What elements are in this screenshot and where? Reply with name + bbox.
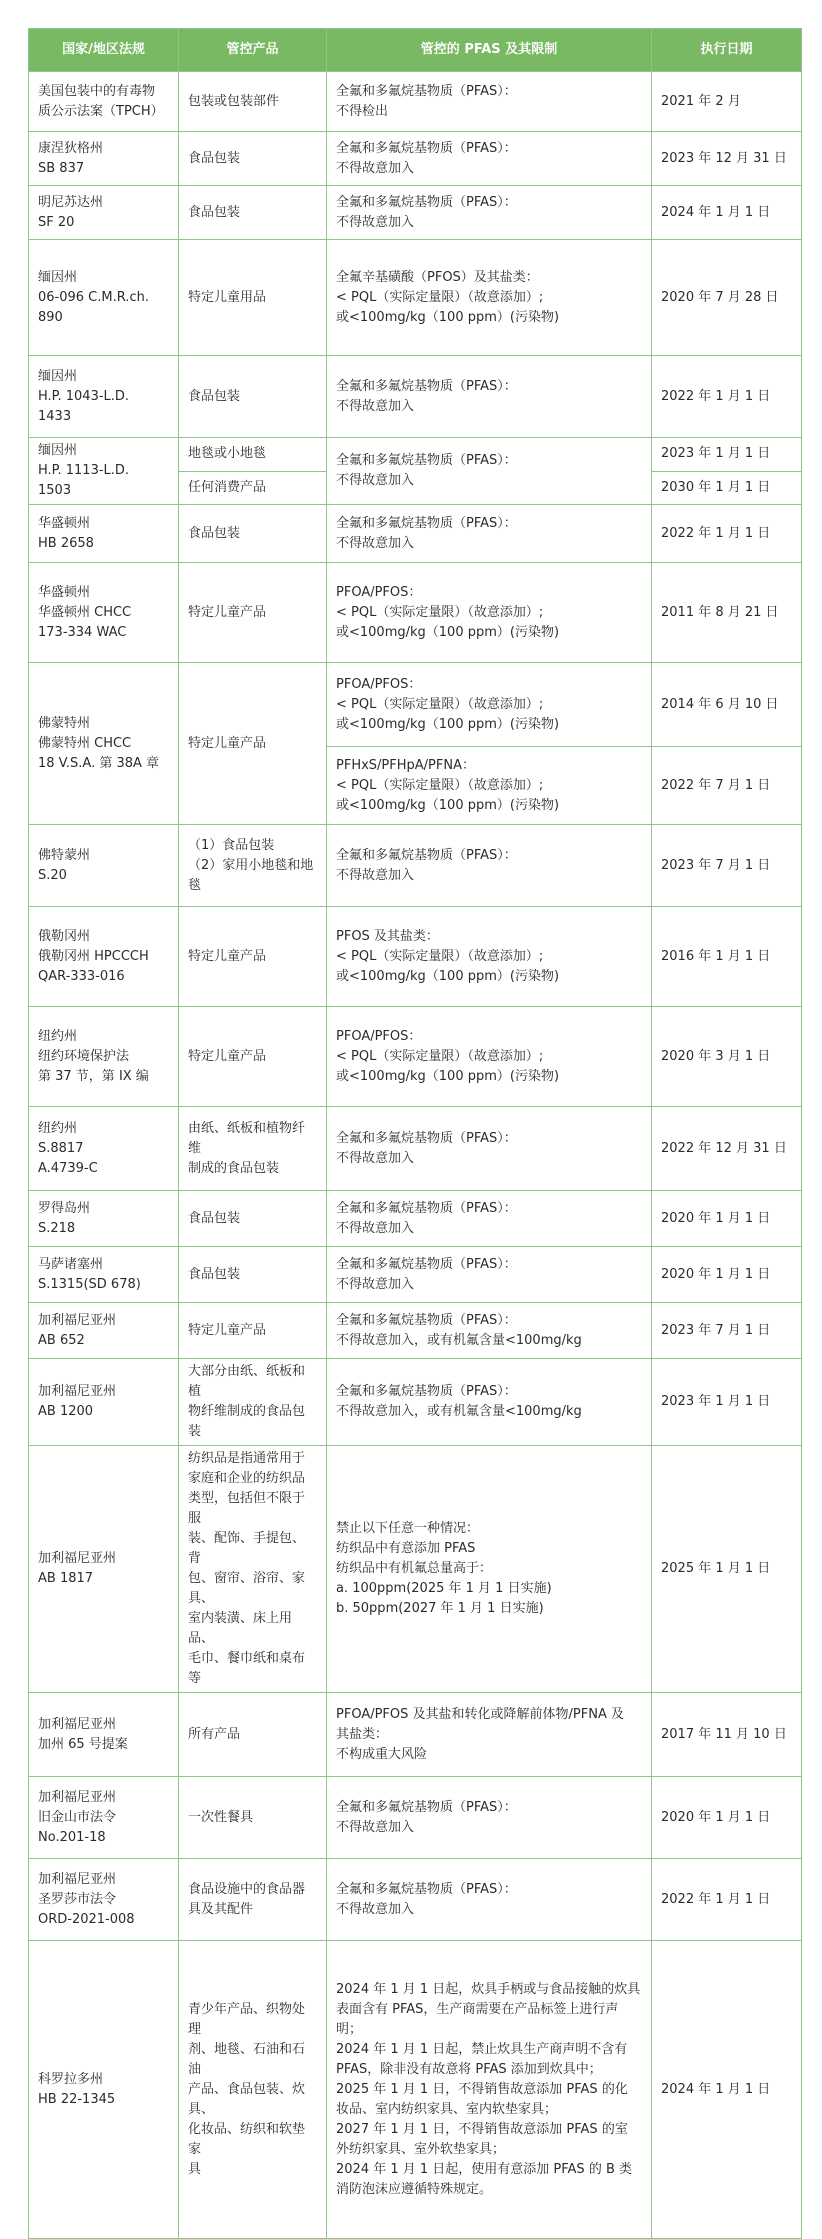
table-cell: 2023 年 12 月 31 日	[652, 132, 802, 186]
table-row	[29, 1303, 802, 1359]
table-cell: 2017 年 11 月 10 日	[652, 1693, 802, 1777]
table-cell: 食品包装	[179, 132, 327, 186]
table-cell: 2023 年 7 月 1 日	[652, 1303, 802, 1359]
table-cell: 青少年产品、织物处理 剂、地毯、石油和石油 产品、食品包装、炊具、 化妆品、纺织和软垫家 具	[179, 1941, 327, 2239]
table-cell: PFOS 及其盐类： < PQL（实际定量限）（故意添加）; 或<100mg/kg（100 ppm）(污染物)	[327, 907, 652, 1007]
table-cell: 明尼苏达州 SF 20	[29, 186, 179, 240]
table-row	[29, 1359, 802, 1446]
table-cell: （1）食品包装 （2）家用小地毯和地 毯	[179, 825, 327, 907]
table-cell: 全氟和多氟烷基物质（PFAS）： 不得故意加入	[327, 438, 652, 505]
table-cell: 2021 年 2 月	[652, 72, 802, 132]
table-row	[29, 663, 802, 747]
table-cell: 2014 年 6 月 10 日	[652, 663, 802, 747]
table-cell: 2020 年 1 月 1 日	[652, 1191, 802, 1247]
table-header	[29, 29, 802, 72]
table-cell: 2022 年 7 月 1 日	[652, 747, 802, 825]
table-cell: 食品设施中的食品器 具及其配件	[179, 1859, 327, 1941]
table-cell: 任何消费产品	[179, 471, 327, 505]
table-cell: 加利福尼亚州 圣罗莎市法令 ORD-2021-008	[29, 1859, 179, 1941]
table-cell: 加利福尼亚州 AB 652	[29, 1303, 179, 1359]
table-cell: 2011 年 8 月 21 日	[652, 563, 802, 663]
table-cell: 全氟和多氟烷基物质（PFAS）： 不得故意加入	[327, 356, 652, 438]
table-cell: 2024 年 1 月 1 日起，炊具手柄或与食品接触的炊具 表面含有 PFAS，生产商需要在产品标签上进行声 明； 2024 年 1 月 1 日起，禁止炊具生产商声明不含有 PFAS，除非没有故意将 PFAS 添加到炊具中； 2025 年 1 月 1 日，不得销售故意添加 PFAS 的化 妆品、室内纺织家具、室内软垫家具； 2027 年 1 月 1 日，不得销售故意添加 PFAS 的室 外纺织家具、室外软垫家具； 2024 年 1 月 1 日起，使用有意添加 PFAS 的 B 类 消防泡沫应遵循特殊规定。	[327, 1941, 652, 2239]
table-cell: 全氟和多氟烷基物质（PFAS）： 不得故意加入	[327, 1859, 652, 1941]
table-row	[29, 907, 802, 1007]
table-cell: 禁止以下任意一种情况： 纺织品中有意添加 PFAS 纺织品中有机氟总量高于： a. 100ppm(2025 年 1 月 1 日实施) b. 50ppm(2027 年 1 月 1 日实施)	[327, 1446, 652, 1693]
table-row	[29, 240, 802, 356]
table-cell: 科罗拉多州 HB 22-1345	[29, 1941, 179, 2239]
table-cell: 华盛顿州 华盛顿州 CHCC 173-334 WAC	[29, 563, 179, 663]
table-cell: 2023 年 1 月 1 日	[652, 1359, 802, 1446]
table-cell: 食品包装	[179, 1191, 327, 1247]
table-cell: 特定儿童产品	[179, 1303, 327, 1359]
table-cell: 华盛顿州 HB 2658	[29, 505, 179, 563]
table-cell: 2016 年 1 月 1 日	[652, 907, 802, 1007]
table-row	[29, 186, 802, 240]
table-cell: 地毯或小地毯	[179, 438, 327, 472]
table-cell: 特定儿童产品	[179, 663, 327, 825]
table-cell: PFHxS/PFHpA/PFNA： < PQL（实际定量限）（故意添加）; 或<100mg/kg（100 ppm）(污染物)	[327, 747, 652, 825]
table-cell: 全氟和多氟烷基物质（PFAS）： 不得检出	[327, 72, 652, 132]
table-cell: 佛特蒙州 S.20	[29, 825, 179, 907]
table-row	[29, 1693, 802, 1777]
table-cell: 美国包装中的有毒物 质公示法案（TPCH）	[29, 72, 179, 132]
table-cell: PFOA/PFOS： < PQL（实际定量限）（故意添加）; 或<100mg/kg（100 ppm）(污染物)	[327, 563, 652, 663]
table-row	[29, 505, 802, 563]
table-row	[29, 825, 802, 907]
table-cell: 马萨诸塞州 S.1315(SD 678)	[29, 1247, 179, 1303]
table-cell: 2023 年 1 月 1 日	[652, 438, 802, 472]
table-row	[29, 1107, 802, 1191]
table-cell: 全氟和多氟烷基物质（PFAS）： 不得故意加入	[327, 186, 652, 240]
table-cell: 全氟和多氟烷基物质（PFAS）： 不得故意加入	[327, 132, 652, 186]
table-row	[29, 1777, 802, 1859]
table-row	[29, 1859, 802, 1941]
table-cell: 2020 年 1 月 1 日	[652, 1247, 802, 1303]
table-cell: 2022 年 1 月 1 日	[652, 1859, 802, 1941]
table-row	[29, 1446, 802, 1693]
table-cell: 2022 年 12 月 31 日	[652, 1107, 802, 1191]
table-cell: 2020 年 1 月 1 日	[652, 1777, 802, 1859]
header-pfas-limits: 管控的 PFAS 及其限制	[327, 29, 652, 72]
table-cell: 全氟和多氟烷基物质（PFAS）： 不得故意加入	[327, 1107, 652, 1191]
table-cell: 食品包装	[179, 186, 327, 240]
table-cell: 全氟和多氟烷基物质（PFAS）： 不得故意加入	[327, 1777, 652, 1859]
table-cell: 全氟辛基磺酸（PFOS）及其盐类： < PQL（实际定量限）（故意添加）; 或<100mg/kg（100 ppm）(污染物)	[327, 240, 652, 356]
header-controlled-products: 管控产品	[179, 29, 327, 72]
table-body	[29, 72, 802, 2239]
table-cell: 特定儿童产品	[179, 563, 327, 663]
table-cell: 全氟和多氟烷基物质（PFAS）： 不得故意加入	[327, 505, 652, 563]
table-row	[29, 1007, 802, 1107]
table-cell: 加利福尼亚州 AB 1817	[29, 1446, 179, 1693]
table-cell: 全氟和多氟烷基物质（PFAS）： 不得故意加入	[327, 825, 652, 907]
table-cell: 特定儿童产品	[179, 907, 327, 1007]
pfas-regulation-table	[28, 28, 802, 2239]
table-row	[29, 356, 802, 438]
table-row	[29, 1941, 802, 2239]
table-cell: 全氟和多氟烷基物质（PFAS）： 不得故意加入	[327, 1191, 652, 1247]
table-cell: PFOA/PFOS： < PQL（实际定量限）（故意添加）; 或<100mg/kg（100 ppm）(污染物)	[327, 1007, 652, 1107]
table-row	[29, 438, 802, 472]
table-cell: 包装或包装部件	[179, 72, 327, 132]
table-cell: 缅因州 H.P. 1113-L.D. 1503	[29, 438, 179, 505]
table-cell: 特定儿童用品	[179, 240, 327, 356]
table-cell: 食品包装	[179, 505, 327, 563]
table-cell: 缅因州 06-096 C.M.R.ch. 890	[29, 240, 179, 356]
table-cell: 2030 年 1 月 1 日	[652, 471, 802, 505]
table-cell: 佛蒙特州 佛蒙特州 CHCC 18 V.S.A. 第 38A 章	[29, 663, 179, 825]
header-effective-date: 执行日期	[652, 29, 802, 72]
table-cell: 2024 年 1 月 1 日	[652, 1941, 802, 2239]
table-cell: 缅因州 H.P. 1043-L.D. 1433	[29, 356, 179, 438]
table-cell: 2022 年 1 月 1 日	[652, 356, 802, 438]
table-row	[29, 132, 802, 186]
table-cell: 2023 年 7 月 1 日	[652, 825, 802, 907]
table-cell: 全氟和多氟烷基物质（PFAS）： 不得故意加入，或有机氟含量<100mg/kg	[327, 1303, 652, 1359]
table-row	[29, 563, 802, 663]
table-cell: 所有产品	[179, 1693, 327, 1777]
table-cell: 纺织品是指通常用于 家庭和企业的纺织品 类型，包括但不限于服 装、配饰、手提包、背 包、窗帘、浴帘、家具、 室内装潢、床上用品、 毛巾、餐巾纸和桌布等	[179, 1446, 327, 1693]
table-cell: 全氟和多氟烷基物质（PFAS）： 不得故意加入，或有机氟含量<100mg/kg	[327, 1359, 652, 1446]
table-cell: 加利福尼亚州 加州 65 号提案	[29, 1693, 179, 1777]
table-cell: 由纸、纸板和植物纤维 制成的食品包装	[179, 1107, 327, 1191]
table-cell: 全氟和多氟烷基物质（PFAS）： 不得故意加入	[327, 1247, 652, 1303]
table-cell: 食品包装	[179, 1247, 327, 1303]
table-cell: PFOA/PFOS 及其盐和转化或降解前体物/PFNA 及 其盐类： 不构成重大风险	[327, 1693, 652, 1777]
table-cell: 食品包装	[179, 356, 327, 438]
table-cell: 纽约州 S.8817 A.4739-C	[29, 1107, 179, 1191]
table-row	[29, 1191, 802, 1247]
header-row	[29, 29, 802, 72]
table-cell: 特定儿童产品	[179, 1007, 327, 1107]
table-cell: PFOA/PFOS： < PQL（实际定量限）（故意添加）; 或<100mg/kg（100 ppm）(污染物)	[327, 663, 652, 747]
header-regulation: 国家/地区法规	[29, 29, 179, 72]
table-cell: 康涅狄格州 SB 837	[29, 132, 179, 186]
table-cell: 俄勒冈州 俄勒冈州 HPCCCH QAR-333-016	[29, 907, 179, 1007]
table-cell: 2020 年 7 月 28 日	[652, 240, 802, 356]
table-cell: 加利福尼亚州 AB 1200	[29, 1359, 179, 1446]
table-cell: 大部分由纸、纸板和植 物纤维制成的食品包 装	[179, 1359, 327, 1446]
table-cell: 罗得岛州 S.218	[29, 1191, 179, 1247]
table-cell: 2024 年 1 月 1 日	[652, 186, 802, 240]
table-cell: 纽约州 纽约环境保护法 第 37 节，第 IX 编	[29, 1007, 179, 1107]
table-cell: 2022 年 1 月 1 日	[652, 505, 802, 563]
table-cell: 2020 年 3 月 1 日	[652, 1007, 802, 1107]
table-cell: 加利福尼亚州 旧金山市法令 No.201-18	[29, 1777, 179, 1859]
table-row	[29, 72, 802, 132]
table-cell: 2025 年 1 月 1 日	[652, 1446, 802, 1693]
table-row	[29, 1247, 802, 1303]
table-cell: 一次性餐具	[179, 1777, 327, 1859]
